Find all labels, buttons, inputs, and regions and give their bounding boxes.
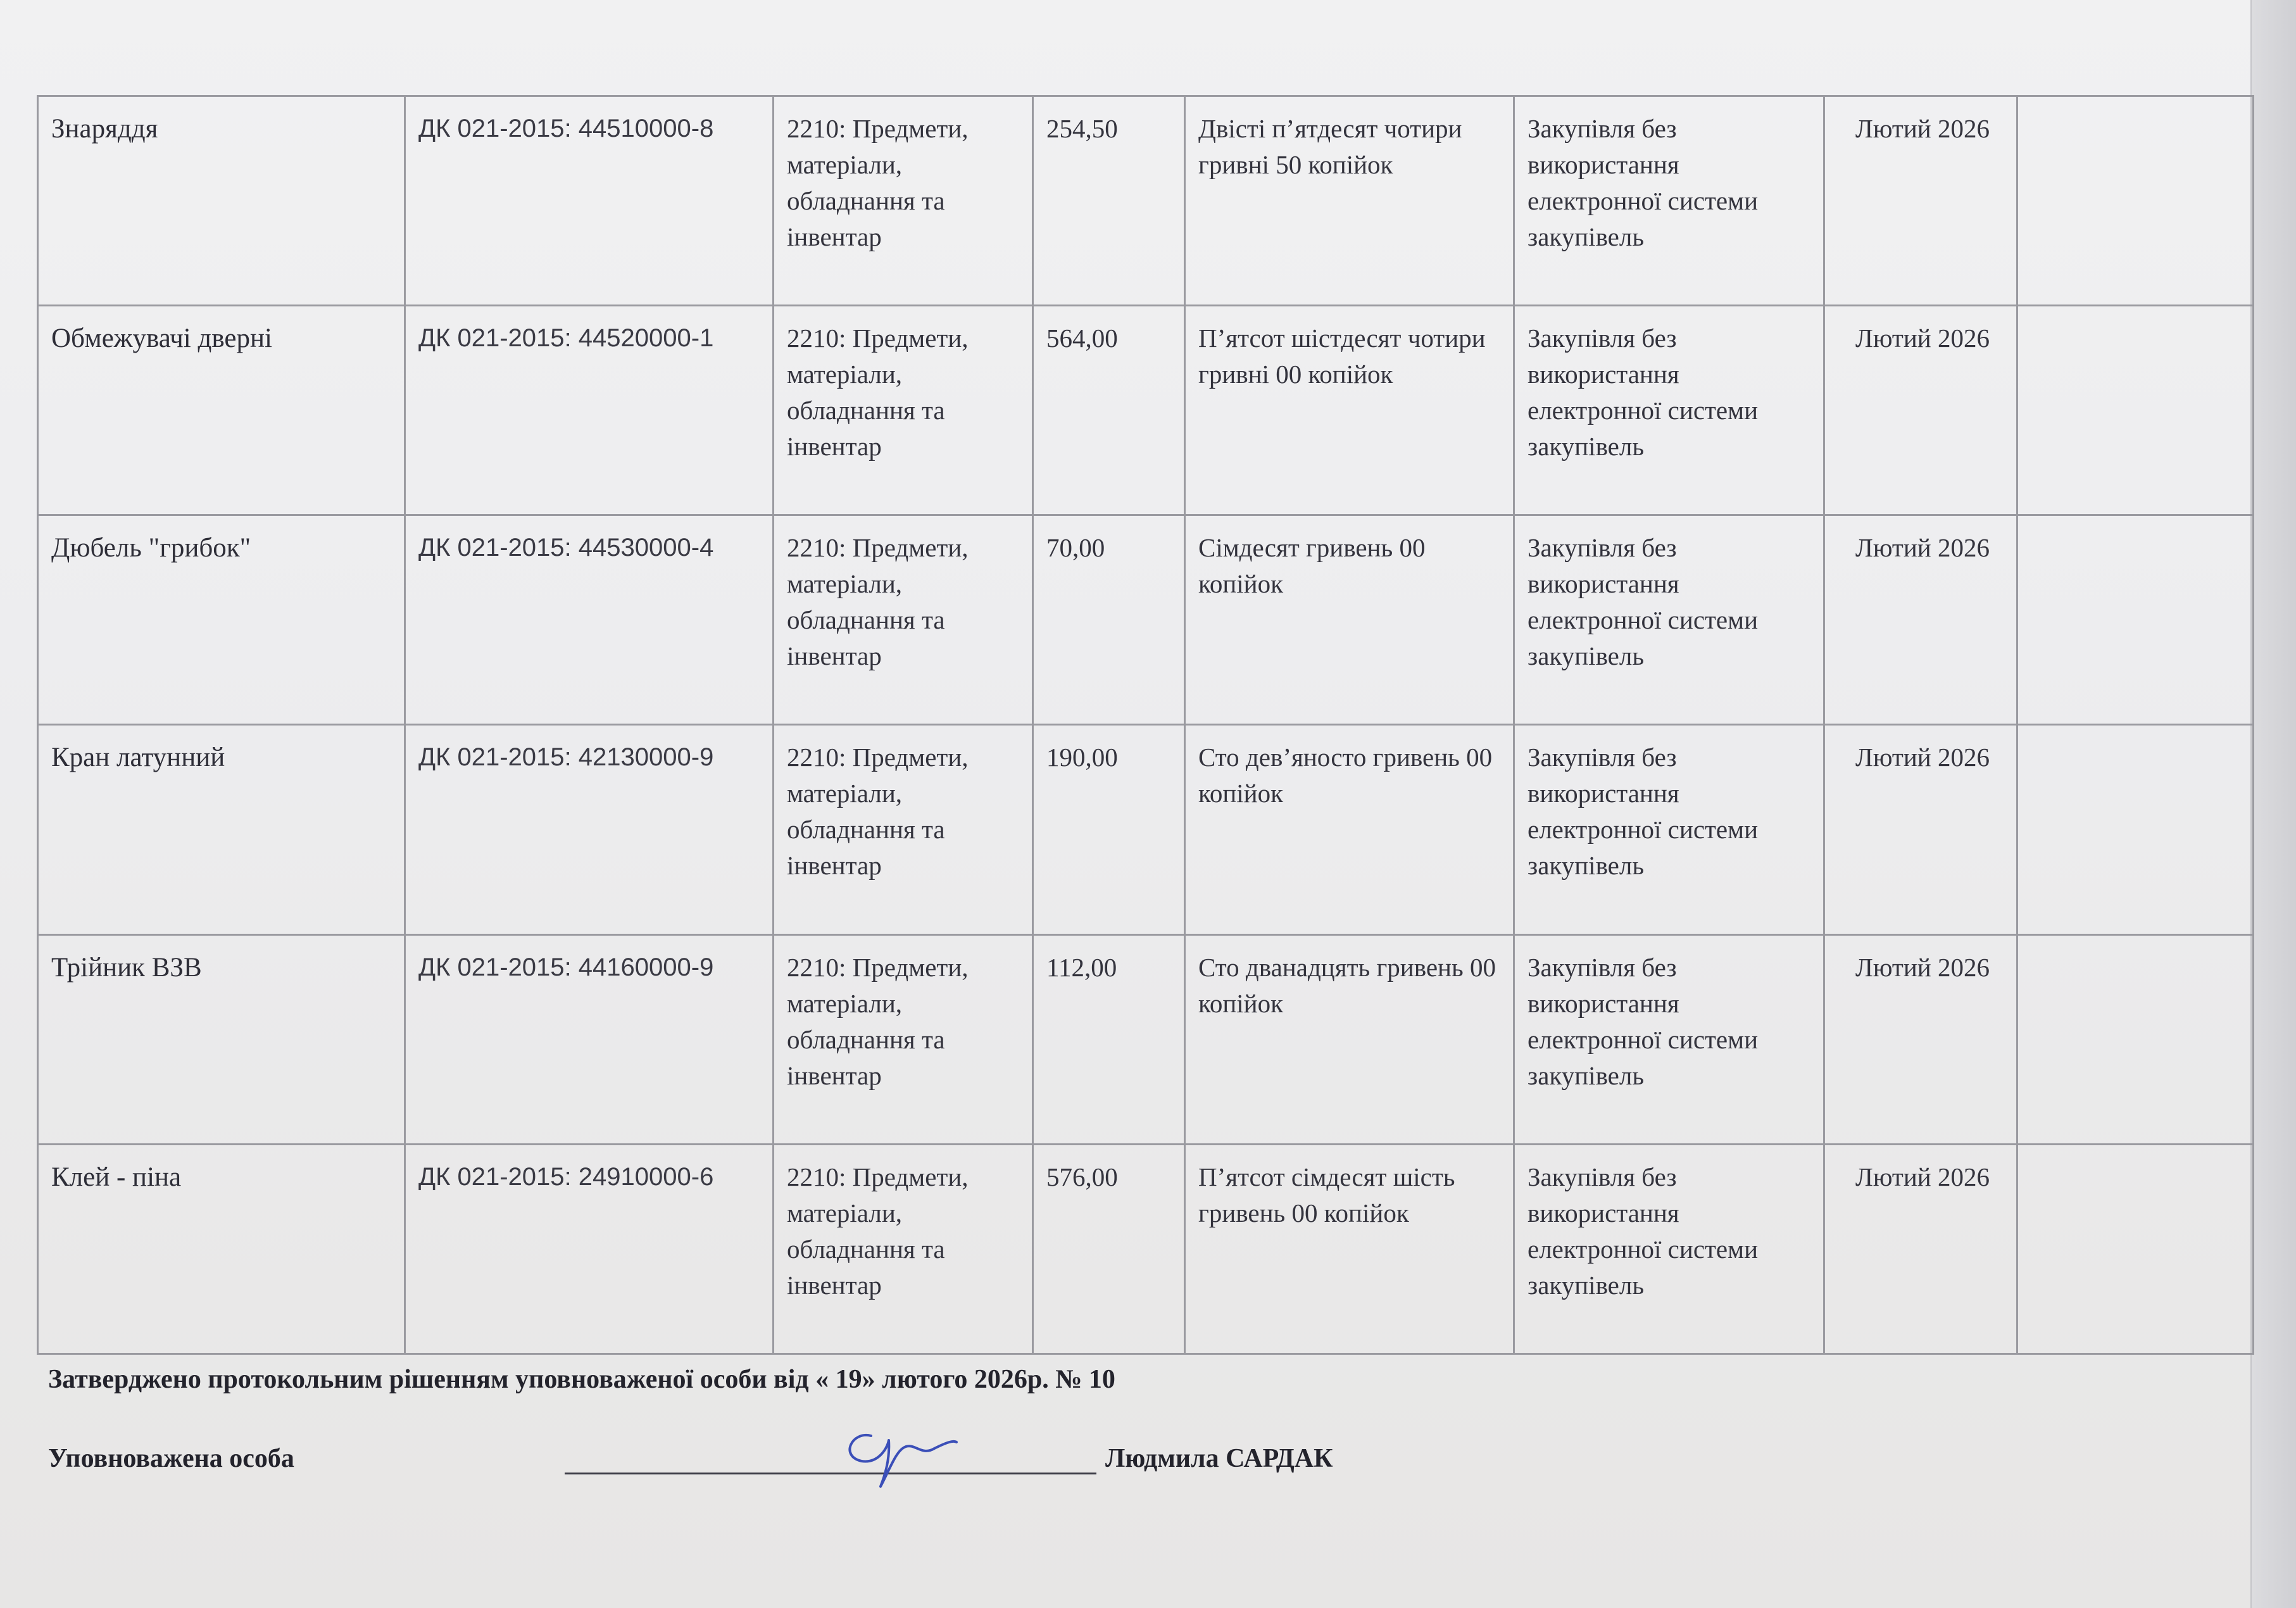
procedure-cell: Закупівля без використання електронної системи закупівель	[1514, 725, 1824, 934]
amount-words-cell: Сто дев’яносто гривень 00 копійок	[1185, 725, 1514, 934]
kekv-cell: 2210: Предмети, матеріали, обладнання та інвентар	[774, 96, 1033, 306]
dk-code-cell: ДК 021-2015: 44510000-8	[405, 96, 774, 306]
note-cell	[2017, 1144, 2254, 1354]
month-cell: Лютий 2026	[1824, 96, 2017, 306]
procedure-cell: Закупівля без використання електронної системи закупівель	[1514, 515, 1824, 725]
dk-code-cell: ДК 021-2015: 44530000-4	[405, 515, 774, 725]
amount-words-cell: П’ятсот шістдесят чотири гривні 00 копійок	[1185, 306, 1514, 515]
procedure-cell: Закупівля без використання електронної системи закупівель	[1514, 306, 1824, 515]
dk-code-cell: ДК 021-2015: 42130000-9	[405, 725, 774, 934]
item-name-cell: Трійник ВЗВ	[38, 934, 405, 1144]
month-cell: Лютий 2026	[1824, 1144, 2017, 1354]
procurement-table-body	[38, 96, 2254, 1354]
kekv-cell: 2210: Предмети, матеріали, обладнання та інвентар	[774, 515, 1033, 725]
table-row	[38, 306, 2254, 515]
procedure-cell: Закупівля без використання електронної системи закупівель	[1514, 1144, 1824, 1354]
table-row	[38, 96, 2254, 306]
amount-cell: 190,00	[1033, 725, 1185, 934]
amount-words-cell: Сімдесят гривень 00 копійок	[1185, 515, 1514, 725]
note-cell	[2017, 725, 2254, 934]
table-row	[38, 934, 2254, 1144]
month-cell: Лютий 2026	[1824, 306, 2017, 515]
item-name-cell: Обмежувачі дверні	[38, 306, 405, 515]
amount-cell: 576,00	[1033, 1144, 1185, 1354]
amount-cell: 564,00	[1033, 306, 1185, 515]
note-cell	[2017, 306, 2254, 515]
amount-words-cell: П’ятсот сімдесят шість гривень 00 копійок	[1185, 1144, 1514, 1354]
note-cell	[2017, 934, 2254, 1144]
amount-cell: 254,50	[1033, 96, 1185, 306]
kekv-cell: 2210: Предмети, матеріали, обладнання та інвентар	[774, 934, 1033, 1144]
kekv-cell: 2210: Предмети, матеріали, обладнання та інвентар	[774, 725, 1033, 934]
procedure-cell: Закупівля без використання електронної системи закупівель	[1514, 934, 1824, 1144]
signature-icon	[827, 1412, 991, 1494]
amount-words-cell: Двісті п’ятдесят чотири гривні 50 копійок	[1185, 96, 1514, 306]
table-row	[38, 1144, 2254, 1354]
signer-block	[48, 1437, 1441, 1488]
procurement-table	[37, 95, 2254, 1355]
dk-code-cell: ДК 021-2015: 44160000-9	[405, 934, 774, 1144]
approval-statement: Затверджено протокольним рішенням уповноваженої особи від « 19» лютого 2026р. № 10	[48, 1365, 1115, 1394]
note-cell	[2017, 515, 2254, 725]
note-cell	[2017, 96, 2254, 306]
item-name-cell: Кран латунний	[38, 725, 405, 934]
signer-name: Людмила САРДАК	[1105, 1444, 1333, 1473]
month-cell: Лютий 2026	[1824, 515, 2017, 725]
kekv-cell: 2210: Предмети, матеріали, обладнання та інвентар	[774, 1144, 1033, 1354]
table-row	[38, 515, 2254, 725]
dk-code-cell: ДК 021-2015: 24910000-6	[405, 1144, 774, 1354]
table-row	[38, 725, 2254, 934]
item-name-cell: Знаряддя	[38, 96, 405, 306]
month-cell: Лютий 2026	[1824, 725, 2017, 934]
kekv-cell: 2210: Предмети, матеріали, обладнання та інвентар	[774, 306, 1033, 515]
dk-code-cell: ДК 021-2015: 44520000-1	[405, 306, 774, 515]
amount-cell: 112,00	[1033, 934, 1185, 1144]
amount-words-cell: Сто дванадцять гривень 00 копійок	[1185, 934, 1514, 1144]
item-name-cell: Дюбель "грибок"	[38, 515, 405, 725]
month-cell: Лютий 2026	[1824, 934, 2017, 1144]
page-edge	[2250, 0, 2296, 1608]
item-name-cell: Клей - піна	[38, 1144, 405, 1354]
signer-label: Уповноважена особа	[48, 1444, 294, 1473]
amount-cell: 70,00	[1033, 515, 1185, 725]
procedure-cell: Закупівля без використання електронної системи закупівель	[1514, 96, 1824, 306]
